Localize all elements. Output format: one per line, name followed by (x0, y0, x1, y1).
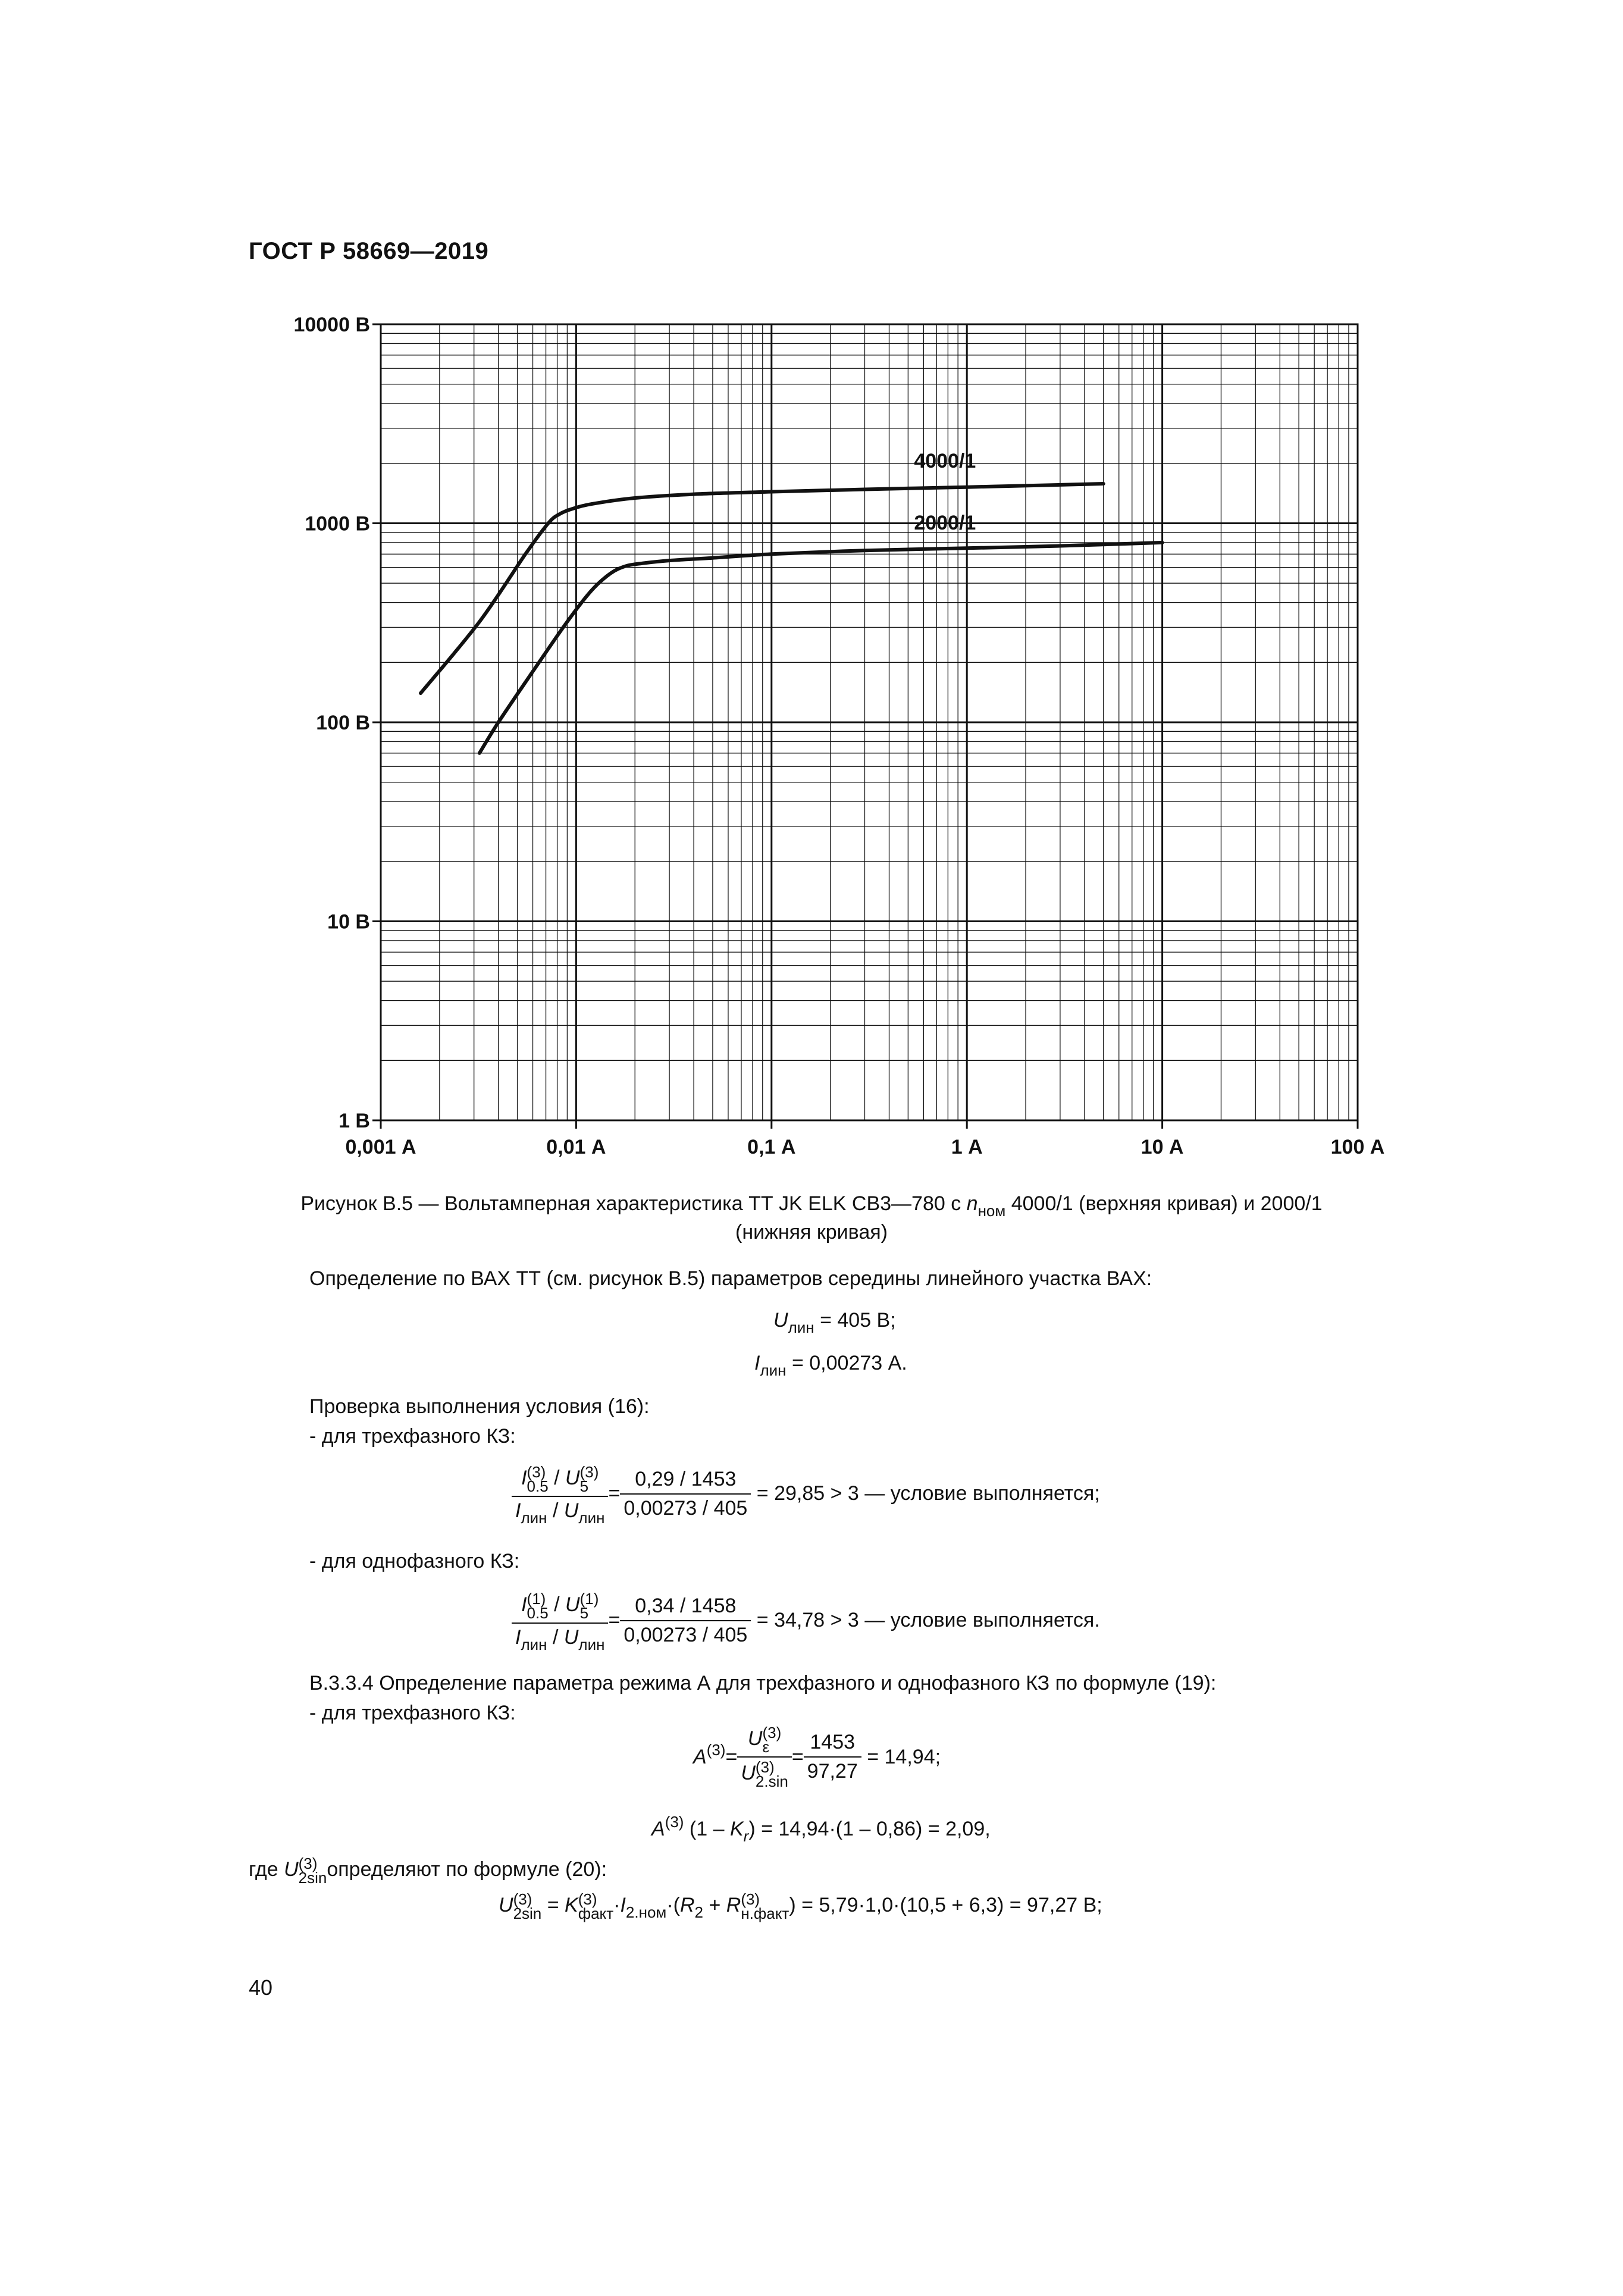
figure-caption-line2: (нижняя кривая) (735, 1221, 888, 1243)
x-tick-label: 0,001 А (345, 1136, 416, 1158)
page-number: 40 (249, 1975, 273, 2000)
x-tick-label: 0,01 А (546, 1136, 606, 1158)
label-three-phase: - для трехфазного КЗ: (309, 1425, 516, 1448)
formula-i-lin: $I_{лин} = 0,00273$ А. (754, 1352, 907, 1379)
x-tick-label: 0,1 А (747, 1136, 796, 1158)
formula-check-single-phase: I (1) 0.5 / U (1) 5 $I_{лин} / U_{лин}$ = $\frac{0,34 / 1458}{0,00273 / 405}$ = 34,78 > 3 — условие выполняется. (512, 1592, 1100, 1649)
y-tick-label: 10 В (327, 910, 370, 934)
x-tick-label: 1 А (951, 1136, 983, 1158)
formula-a-kr: $A^{(3)}$ $(1 - K_r) = 14,94\cdot(1 - 0,86) = 2,09$, (651, 1813, 991, 1845)
paragraph-linear-section: Определение по ВАХ ТТ (см. рисунок В.5) параметров середины линейного участка ВАХ: (309, 1267, 1152, 1290)
series-label-2000-1: 2000/1 (914, 512, 976, 535)
formula-u-lin: $U_{лин} = 405$ В; (773, 1309, 896, 1336)
y-tick-label: 10000 В (293, 314, 370, 336)
y-tick-label: 100 В (316, 712, 370, 734)
x-tick-label: 100 А (1330, 1136, 1385, 1158)
paragraph-where: где U (3) 2sin определяют по формуле (20): (249, 1855, 607, 1887)
formula-check-three-phase: I (3) 0.5 / U (3) 5 $I_{лин} / U_{лин}$ = $\frac{0,29 / 1453}{0,00273 / 405}$ = 29,85 > 3 — условие выполняется; (512, 1465, 1100, 1523)
chart-grid (381, 324, 1358, 1120)
document-title: ГОСТ Р 58669—2019 (249, 238, 489, 264)
formula-u2sin: U (3) 2sin = K (3) факт $\cdot I_{2.ном}\cdot(R_2 + R$ (3) н.факт ) = 5,79·1,0·(10,5 + 6,3) = 97,27 В; (499, 1890, 1102, 1922)
y-tick-label: 1000 В (305, 512, 370, 535)
label-three-phase-2: - для трехфазного КЗ: (309, 1702, 516, 1724)
y-tick-label: 1 В (339, 1110, 370, 1132)
x-tick-label: 10 А (1141, 1136, 1184, 1158)
figure-caption: Рисунок В.5 — Вольтамперная характеристика ТТ JK ELK CB3—780 с $n_{ном}$ 4000/1 (верхняя кривая) и 2000/1 (нижняя кривая) (178, 1190, 1445, 1246)
formula-a-three-phase: $A^{(3)}=$ U (3) ε U (3) 2.sin = $\frac{1453}{97,27}$ = 14,94; (693, 1724, 941, 1790)
series-line-4000-1 (421, 484, 1104, 693)
paragraph-mode-a: В.3.3.4 Определение параметра режима А для трехфазного и однофазного КЗ по формуле (19): (309, 1672, 1217, 1694)
series-label-4000-1: 4000/1 (914, 450, 976, 473)
paragraph-check-condition: Проверка выполнения условия (16): (309, 1395, 650, 1418)
label-single-phase: - для однофазного КЗ: (309, 1550, 520, 1573)
